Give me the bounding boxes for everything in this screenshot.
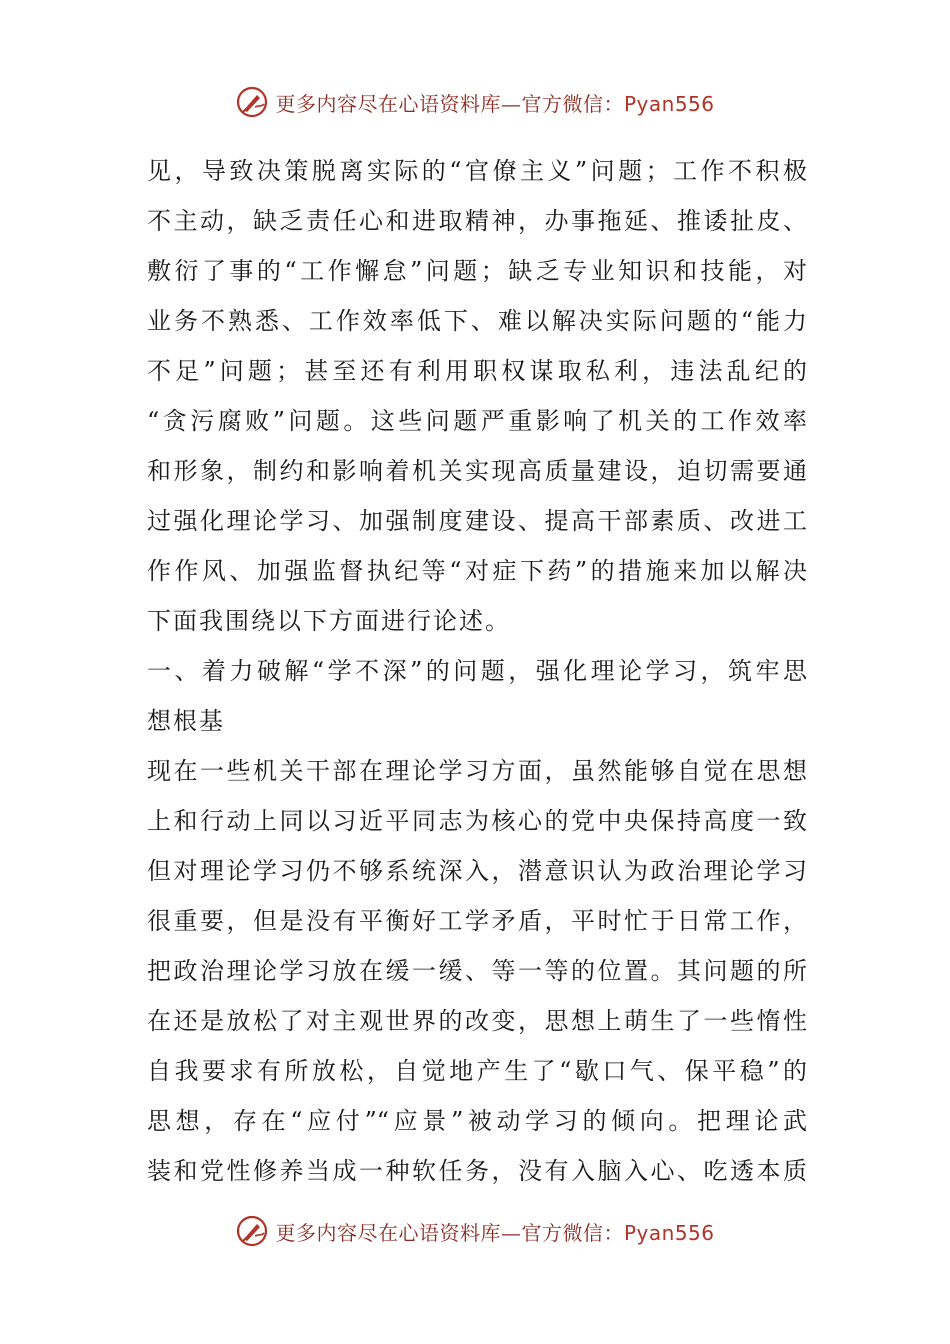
pen-logo-icon (235, 85, 269, 119)
text-line: 思想，存在“应付”“应景”被动学习的倾向。把理论武 (147, 1107, 807, 1135)
text-line: 装和党性修养当成一种软任务，没有入脑入心、吃透本质 (147, 1157, 807, 1185)
header-watermark-text: 更多内容尽在心语资料库—官方微信：Pyan556 (275, 91, 715, 116)
text-line: 但对理论学习仍不够系统深入，潜意识认为政治理论学习 (147, 857, 807, 885)
pen-logo-icon (235, 1214, 269, 1248)
text-line: “贪污腐败”问题。这些问题严重影响了机关的工作效率 (147, 407, 807, 435)
text-line: 和形象，制约和影响着机关实现高质量建设，迫切需要通 (147, 457, 807, 485)
text-line: 把政治理论学习放在缓一缓、等一等的位置。其问题的所 (147, 957, 807, 985)
header-watermark-banner (0, 82, 950, 122)
text-line: 现在一些机关干部在理论学习方面，虽然能够自觉在思想 (147, 757, 807, 785)
text-line: 业务不熟悉、工作效率低下、难以解决实际问题的“能力 (147, 307, 807, 335)
text-line: 自我要求有所放松，自觉地产生了“歇口气、保平稳”的 (147, 1057, 807, 1085)
footer-watermark-banner (0, 1211, 950, 1251)
text-line: 不主动，缺乏责任心和进取精神，办事拖延、推诿扯皮、 (147, 207, 807, 235)
text-line: 敷衍了事的“工作懈怠”问题；缺乏专业知识和技能，对 (147, 257, 807, 285)
text-line: 过强化理论学习、加强制度建设、提高干部素质、改进工 (147, 507, 807, 535)
document-body (147, 146, 807, 1196)
section-heading-line: 想根基 (147, 707, 225, 735)
text-line: 在还是放松了对主观世界的改变，思想上萌生了一些惰性 (147, 1007, 807, 1035)
footer-watermark-text: 更多内容尽在心语资料库—官方微信：Pyan556 (275, 1220, 715, 1245)
text-line: 不足”问题；甚至还有利用职权谋取私利，违法乱纪的 (147, 357, 807, 385)
text-line: 下面我围绕以下方面进行论述。 (147, 607, 511, 635)
text-line: 上和行动上同以习近平同志为核心的党中央保持高度一致 (147, 807, 807, 835)
section-heading-line: 一、着力破解“学不深”的问题，强化理论学习，筑牢思 (147, 657, 807, 685)
text-line: 见，导致决策脱离实际的“官僚主义”问题；工作不积极 (147, 157, 807, 185)
text-line: 很重要，但是没有平衡好工学矛盾，平时忙于日常工作， (147, 907, 807, 935)
text-line: 作作风、加强监督执纪等“对症下药”的措施来加以解决 (147, 557, 807, 585)
